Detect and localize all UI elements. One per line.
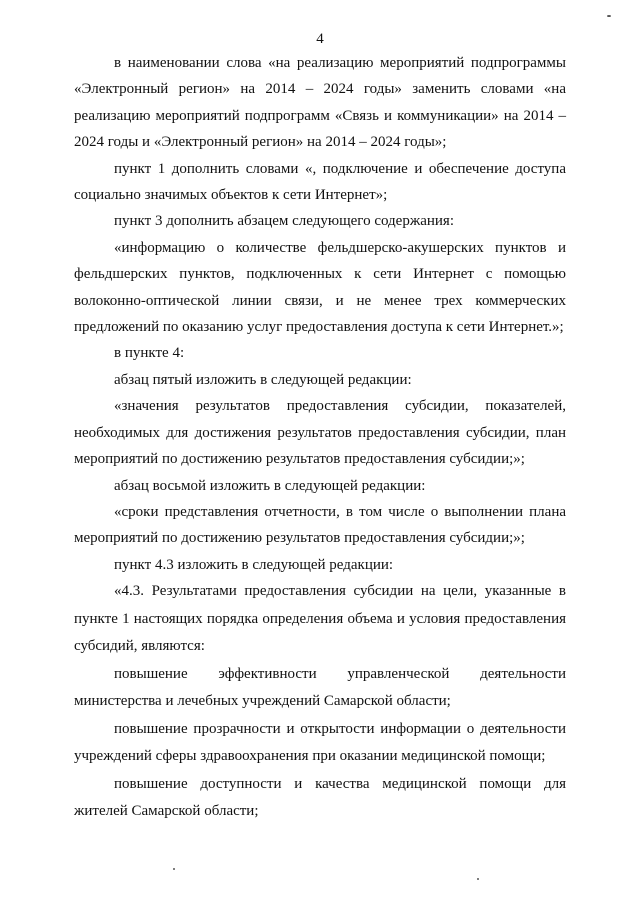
- paragraph: «4.3. Результатами предоставления субсидии на цели, указанные в пункте 1 настоящих порядка определения объема и условия предоставления субсидий, являются:: [74, 583, 566, 655]
- paragraph: абзац восьмой изложить в следующей редакции:: [114, 477, 426, 494]
- paragraph: в пункте 4:: [114, 345, 185, 362]
- paragraph: «значения результатов предоставления субсидии, показателей, необходимых для достижения результатов предоставления субсидии, план мероприятий по достижению результатов предоставления субсидии;»;: [74, 398, 566, 468]
- paragraph: «сроки представления отчетности, в том числе о выполнении плана мероприятий по достижению результатов предоставления субсидии;»;: [74, 503, 566, 547]
- paragraph: повышение доступности и качества медицинской помощи для жителей Самарской области;: [74, 775, 566, 820]
- scan-speck: [477, 878, 479, 880]
- document-body: [74, 50, 566, 826]
- paragraph: пункт 1 дополнить словами «, подключение и обеспечение доступа социально значимых объектов к сети Интернет»;: [74, 160, 566, 204]
- paragraph: повышение прозрачности и открытости информации о деятельности учреждений сферы здравоохранения при оказании медицинской помощи;: [74, 720, 566, 765]
- paragraph: «информацию о количестве фельдшерско-акушерских пунктов и фельдшерских пунктов, подключенных к сети Интернет с помощью волоконно-оптической линии связи, и не менее трех коммерческих предложений по оказанию услуг предоставления доступа к сети Интернет.»;: [74, 239, 566, 336]
- paragraph: в наименовании слова «на реализацию мероприятий подпрограммы «Электронный регион» на 2014 – 2024 годы» заменить словами «на реализацию мероприятий подпрограмм «Связь и коммуникации» на 2014 – 2024 годы и «Электронный регион» на 2014 – 2024 годы»;: [74, 55, 566, 151]
- scan-speck: [173, 868, 175, 870]
- paragraph: пункт 3 дополнить абзацем следующего содержания:: [114, 213, 454, 230]
- page-number: 4: [316, 31, 324, 47]
- paragraph: абзац пятый изложить в следующей редакции:: [114, 371, 412, 388]
- paragraph: повышение эффективности управленческой деятельности министерства и лечебных учреждений Самарской области;: [74, 665, 566, 710]
- scan-speck: [607, 15, 611, 17]
- paragraph: пункт 4.3 изложить в следующей редакции:: [114, 556, 394, 573]
